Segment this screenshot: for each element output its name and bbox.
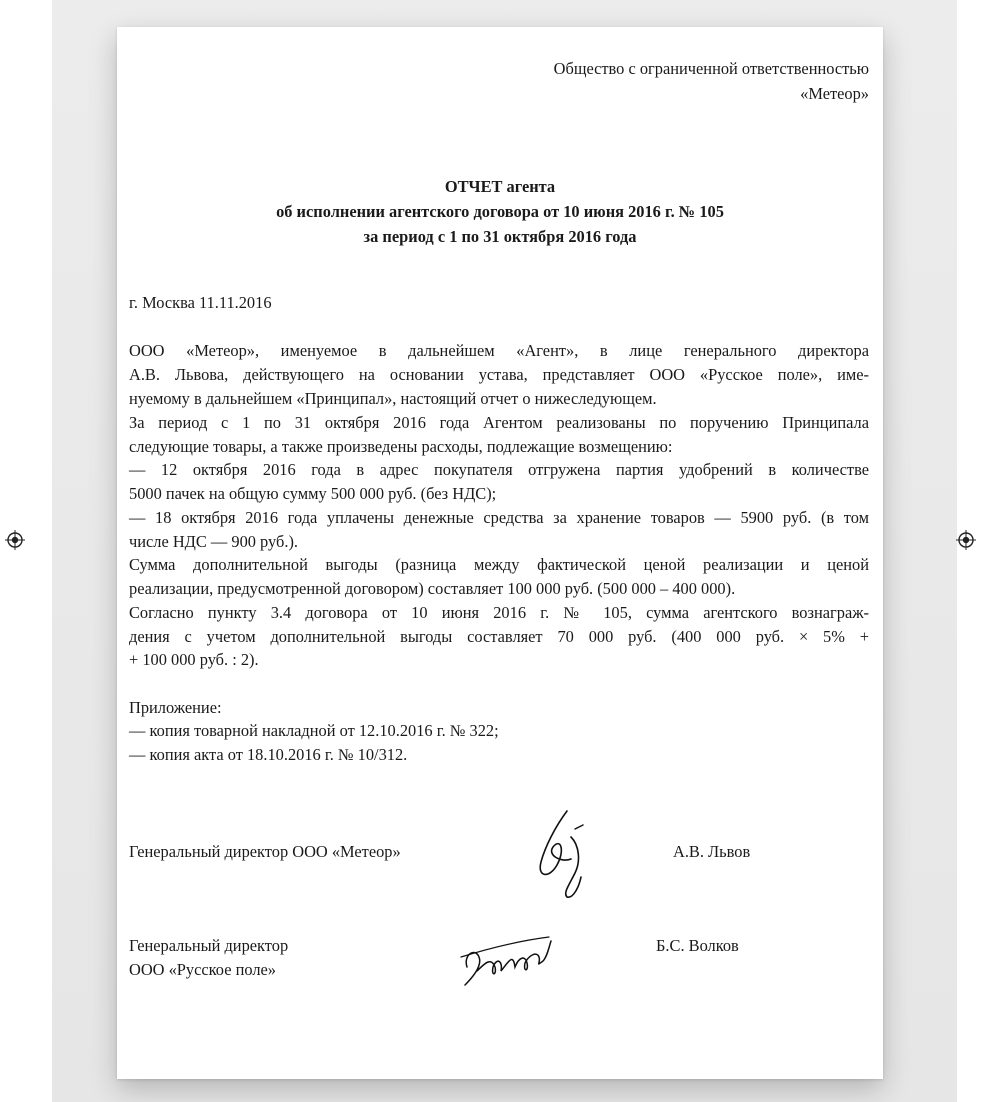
body-line: Согласно пункту 3.4 договора от 10 июня 2016 г. № 105, сумма агентского вознаграж-: [129, 603, 869, 622]
addressee-line-1: Общество с ограниченной ответственностью: [553, 59, 869, 78]
agent-signatory-name: А.В. Львов: [673, 842, 751, 861]
body-line: дения с учетом дополнительной выгоды составляет 70 000 руб. (400 000 руб. × 5% +: [129, 627, 869, 646]
registration-mark-icon: [5, 530, 25, 550]
report-period: за период с 1 по 31 октября 2016 года: [363, 227, 637, 246]
body-line: числе НДС — 900 руб.).: [129, 532, 299, 551]
attachments-heading: Приложение:: [129, 698, 222, 717]
agent-signature-image: [527, 807, 597, 902]
body-line: следующие товары, а также произведены расходы, подлежащие возмещению:: [129, 437, 673, 456]
principal-signatory-position-line-2: ООО «Русское поле»: [129, 960, 276, 979]
report-subtitle: об исполнении агентского договора от 10 июня 2016 г. № 105: [276, 202, 724, 221]
principal-signature-image: [457, 927, 557, 992]
report-title: ОТЧЕТ агента: [444, 177, 556, 196]
body-line: — 18 октября 2016 года уплачены денежные средства за хранение товаров — 5900 руб. (в том: [129, 508, 869, 527]
principal-signatory-name: Б.С. Волков: [656, 936, 739, 955]
body-line: 5000 пачек на общую сумму 500 000 руб. (без НДС);: [129, 484, 497, 503]
attachment-item: — копия товарной накладной от 12.10.2016 г. № 322;: [129, 721, 499, 740]
body-line: ООО «Метеор», именуемое в дальнейшем «Агент», в лице генерального директора: [129, 341, 869, 360]
body-line: А.В. Львова, действующего на основании устава, представляет ООО «Русское поле», име-: [129, 365, 869, 384]
body-line: нуемому в дальнейшем «Принципал», настоящий отчет о нижеследующем.: [129, 389, 657, 408]
document-page: [117, 27, 883, 1079]
agent-signatory-position: Генеральный директор ООО «Метеор»: [129, 842, 401, 861]
registration-mark-icon: [956, 530, 976, 550]
place-and-date: г. Москва 11.11.2016: [129, 293, 272, 312]
body-line: реализации, предусмотренной договором) составляет 100 000 руб. (500 000 – 400 000).: [129, 579, 736, 598]
body-line: + 100 000 руб. : 2).: [129, 650, 259, 669]
addressee-line-2: «Метеор»: [800, 84, 869, 103]
body-line: Сумма дополнительной выгоды (разница между фактической ценой реализации и ценой: [129, 555, 869, 574]
attachment-item: — копия акта от 18.10.2016 г. № 10/312.: [129, 745, 408, 764]
principal-signatory-position-line-1: Генеральный директор: [129, 936, 289, 955]
body-line: За период с 1 по 31 октября 2016 года Агентом реализованы по поручению Принципала: [129, 413, 869, 432]
body-line: — 12 октября 2016 года в адрес покупателя отгружена партия удобрений в количестве: [129, 460, 869, 479]
